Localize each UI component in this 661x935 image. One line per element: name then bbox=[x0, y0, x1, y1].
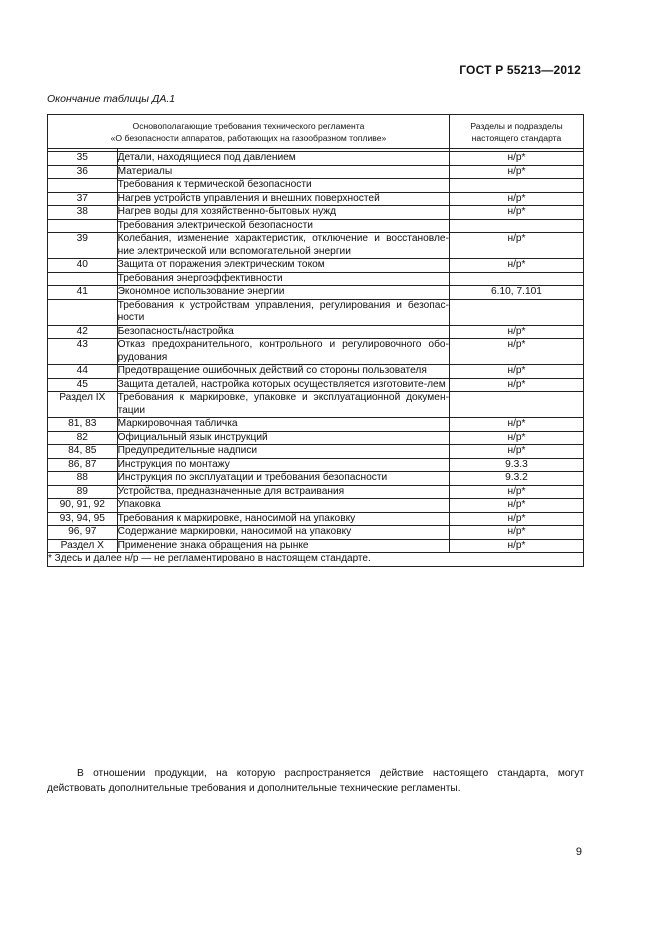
row-requirement-cell: Детали, находящиеся под давлением bbox=[117, 152, 449, 166]
table-row bbox=[48, 431, 584, 445]
table-header-row bbox=[48, 115, 584, 149]
row-number-cell: 86, 87 bbox=[48, 458, 118, 472]
row-section-cell: н/р* bbox=[449, 325, 583, 339]
row-requirement-cell: Требования энергоэффективности bbox=[117, 272, 449, 286]
row-section-cell: н/р* bbox=[449, 418, 583, 432]
row-number-cell: 88 bbox=[48, 472, 118, 486]
table-row bbox=[48, 206, 584, 220]
row-section-cell bbox=[449, 272, 583, 286]
table-row bbox=[48, 272, 584, 286]
row-number-cell: 81, 83 bbox=[48, 418, 118, 432]
row-number-cell bbox=[48, 299, 118, 325]
row-requirement-cell: Предотвращение ошибочных действий со стороны пользователя bbox=[117, 365, 449, 379]
table-row bbox=[48, 499, 584, 513]
row-section-cell: н/р* bbox=[449, 539, 583, 553]
row-requirement-cell: Защита от поражения электрическим током bbox=[117, 259, 449, 273]
row-section-cell: н/р* bbox=[449, 526, 583, 540]
requirements-table bbox=[47, 114, 584, 567]
row-section-cell: н/р* bbox=[449, 512, 583, 526]
col-requirements-header bbox=[48, 115, 450, 149]
table-row bbox=[48, 152, 584, 166]
row-number-cell: 89 bbox=[48, 485, 118, 499]
row-section-cell: н/р* bbox=[449, 365, 583, 379]
row-requirement-cell: Отказ предохранительного, контрольного и регулировочного обо-рудования bbox=[117, 339, 449, 363]
row-requirement-cell: Колебания, изменение характеристик, отключение и восстановле-ние электрической или вспомогательной энергии bbox=[117, 233, 449, 257]
row-number-cell: 39 bbox=[48, 233, 118, 259]
footnote-row bbox=[48, 553, 584, 567]
body-paragraph: В отношении продукции, на которую распространяется действие настоящего стандарта, могут действовать дополнительные требования и дополнительные технические регламенты. bbox=[47, 768, 584, 794]
row-number-cell: 41 bbox=[48, 286, 118, 300]
row-number-cell: 84, 85 bbox=[48, 445, 118, 459]
table-row bbox=[48, 339, 584, 365]
row-requirement-cell: Защита деталей, настройка которых осуществляется изготовите-лем bbox=[117, 378, 449, 392]
row-section-cell: н/р* bbox=[449, 445, 583, 459]
table-row bbox=[48, 472, 584, 486]
row-section-cell: н/р* bbox=[449, 206, 583, 220]
table-row bbox=[48, 165, 584, 179]
table-row bbox=[48, 259, 584, 273]
table-row bbox=[48, 365, 584, 379]
row-requirement-cell: Инструкция по эксплуатации и требования безопасности bbox=[117, 472, 449, 486]
row-number-cell: 93, 94, 95 bbox=[48, 512, 118, 526]
row-number-cell: 35 bbox=[48, 152, 118, 166]
table-row bbox=[48, 418, 584, 432]
row-section-cell: н/р* bbox=[449, 339, 583, 365]
row-requirement-cell: Применение знака обращения на рынке bbox=[117, 539, 449, 553]
table-row bbox=[48, 526, 584, 540]
row-number-cell: 82 bbox=[48, 431, 118, 445]
col-requirements-header-line2: «О безопасности аппаратов, работающих на газообразном топливе» bbox=[110, 132, 387, 143]
table-row bbox=[48, 512, 584, 526]
row-requirement-cell: Содержание маркировки, наносимой на упаковку bbox=[117, 526, 449, 540]
row-section-cell: 9.3.3 bbox=[449, 458, 583, 472]
row-number-cell: 90, 91, 92 bbox=[48, 499, 118, 513]
row-section-cell bbox=[449, 299, 583, 325]
row-requirement-cell: Маркировочная табличка bbox=[117, 418, 449, 432]
row-section-cell bbox=[449, 392, 583, 418]
col-sections-header bbox=[449, 115, 583, 149]
row-number-cell: Раздел IX bbox=[48, 392, 118, 418]
row-number-cell: 45 bbox=[48, 378, 118, 392]
row-section-cell: 6.10, 7.101 bbox=[449, 286, 583, 300]
table-row bbox=[48, 325, 584, 339]
row-number-cell: 40 bbox=[48, 259, 118, 273]
row-number-cell: 96, 97 bbox=[48, 526, 118, 540]
table-row bbox=[48, 179, 584, 193]
table-row bbox=[48, 539, 584, 553]
row-section-cell: н/р* bbox=[449, 259, 583, 273]
row-number-cell: 36 bbox=[48, 165, 118, 179]
row-section-cell bbox=[449, 179, 583, 193]
row-requirement-cell: Требования к маркировке, упаковке и эксплуатационной докумен-тации bbox=[117, 392, 449, 416]
row-requirement-cell: Нагрев устройств управления и внешних поверхностей bbox=[117, 192, 449, 206]
row-section-cell: н/р* bbox=[449, 152, 583, 166]
row-section-cell: н/р* bbox=[449, 233, 583, 259]
row-section-cell: н/р* bbox=[449, 499, 583, 513]
row-number-cell: 38 bbox=[48, 206, 118, 220]
table-row bbox=[48, 299, 584, 325]
row-requirement-cell: Устройства, предназначенные для встраивания bbox=[117, 485, 449, 499]
row-requirement-cell: Экономное использование энергии bbox=[117, 286, 449, 300]
row-requirement-cell: Нагрев воды для хозяйственно-бытовых нужд bbox=[117, 206, 449, 220]
row-section-cell: н/р* bbox=[449, 485, 583, 499]
table-row bbox=[48, 458, 584, 472]
row-number-cell bbox=[48, 219, 118, 233]
row-requirement-cell: Безопасность/настройка bbox=[117, 325, 449, 339]
row-number-cell: Раздел X bbox=[48, 539, 118, 553]
row-section-cell bbox=[449, 219, 583, 233]
row-requirement-cell: Инструкция по монтажу bbox=[117, 458, 449, 472]
row-number-cell: 42 bbox=[48, 325, 118, 339]
row-number-cell: 37 bbox=[48, 192, 118, 206]
row-requirement-cell: Требования к термической безопасности bbox=[117, 179, 449, 193]
table-row bbox=[48, 485, 584, 499]
row-number-cell: 44 bbox=[48, 365, 118, 379]
table-row bbox=[48, 286, 584, 300]
row-requirement-cell: Материалы bbox=[117, 165, 449, 179]
row-section-cell: н/р* bbox=[449, 378, 583, 392]
page-number: 9 bbox=[575, 846, 582, 858]
col-requirements-header-line1: Основополагающие требования технического регламента bbox=[132, 120, 365, 131]
col-sections-header-line1: Разделы и подразделы bbox=[470, 120, 563, 131]
row-requirement-cell: Предупредительные надписи bbox=[117, 445, 449, 459]
table-row bbox=[48, 219, 584, 233]
row-section-cell: н/р* bbox=[449, 431, 583, 445]
row-requirement-cell: Требования электрической безопасности bbox=[117, 219, 449, 233]
row-requirement-cell: Требования к маркировке, наносимой на упаковку bbox=[117, 512, 449, 526]
row-section-cell: н/р* bbox=[449, 192, 583, 206]
row-number-cell: 43 bbox=[48, 339, 118, 365]
table-row bbox=[48, 233, 584, 259]
table-row bbox=[48, 392, 584, 418]
row-number-cell bbox=[48, 272, 118, 286]
standard-code: ГОСТ Р 55213—2012 bbox=[459, 63, 581, 77]
row-requirement-cell: Упаковка bbox=[117, 499, 449, 513]
table-footnote: * Здесь и далее н/р — не регламентировано в настоящем стандарте. bbox=[48, 553, 584, 567]
row-number-cell bbox=[48, 179, 118, 193]
row-requirement-cell: Официальный язык инструкций bbox=[117, 431, 449, 445]
row-section-cell: 9.3.2 bbox=[449, 472, 583, 486]
table-row bbox=[48, 378, 584, 392]
row-requirement-cell: Требования к устройствам управления, регулирования и безопас-ности bbox=[117, 299, 449, 323]
table-caption: Окончание таблицы ДА.1 bbox=[47, 93, 176, 105]
table-row bbox=[48, 192, 584, 206]
col-sections-header-line2: настоящего стандарта bbox=[471, 132, 562, 143]
row-section-cell: н/р* bbox=[449, 165, 583, 179]
table-row bbox=[48, 445, 584, 459]
